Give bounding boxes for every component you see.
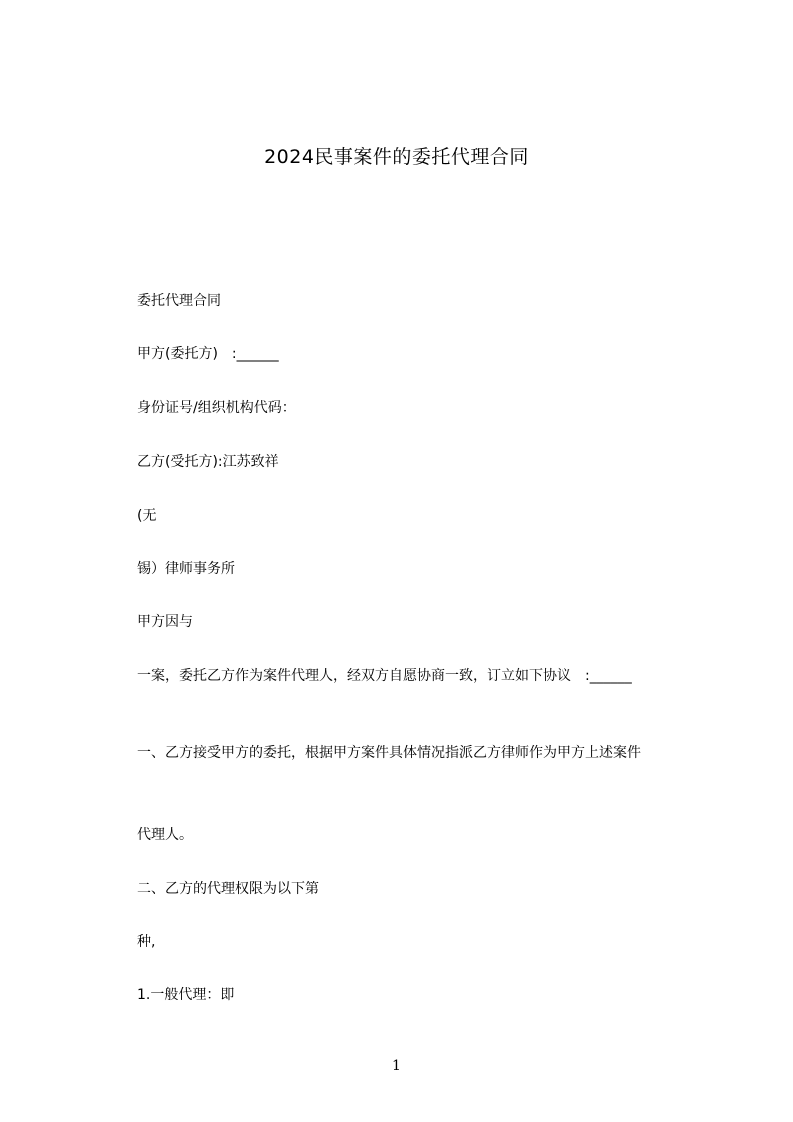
party-b-line: 乙方(受托方):江苏致祥 xyxy=(137,454,279,470)
page-number: 1 xyxy=(392,1058,401,1074)
contract-heading: 委托代理合同 xyxy=(137,293,221,309)
general-agency-line: 1.一般代理：即 xyxy=(137,987,235,1003)
agreement-paragraph: 一案，委托乙方作为案件代理人，经双方自愿协商一致，订立如下协议 :______ xyxy=(137,668,632,684)
clause-two-continued-line: 种, xyxy=(137,934,156,950)
law-firm-line: 锡）律师事务所 xyxy=(137,561,235,577)
clause-one-paragraph: 一、乙方接受甲方的委托，根据甲方案件具体情况指派乙方律师作为甲方上述案件 xyxy=(137,745,641,761)
document-title: 2024民事案件的委托代理合同 xyxy=(264,146,529,168)
id-number-line: 身份证号/组织机构代码： xyxy=(137,400,296,416)
party-b-continued-line: (无 xyxy=(137,508,157,524)
reason-line: 甲方因与 xyxy=(137,614,193,630)
clause-two-line: 二、乙方的代理权限为以下第 xyxy=(137,881,319,897)
clause-one-continued-line: 代理人。 xyxy=(137,827,193,843)
party-a-line: 甲方(委托方) :______ xyxy=(137,346,279,362)
